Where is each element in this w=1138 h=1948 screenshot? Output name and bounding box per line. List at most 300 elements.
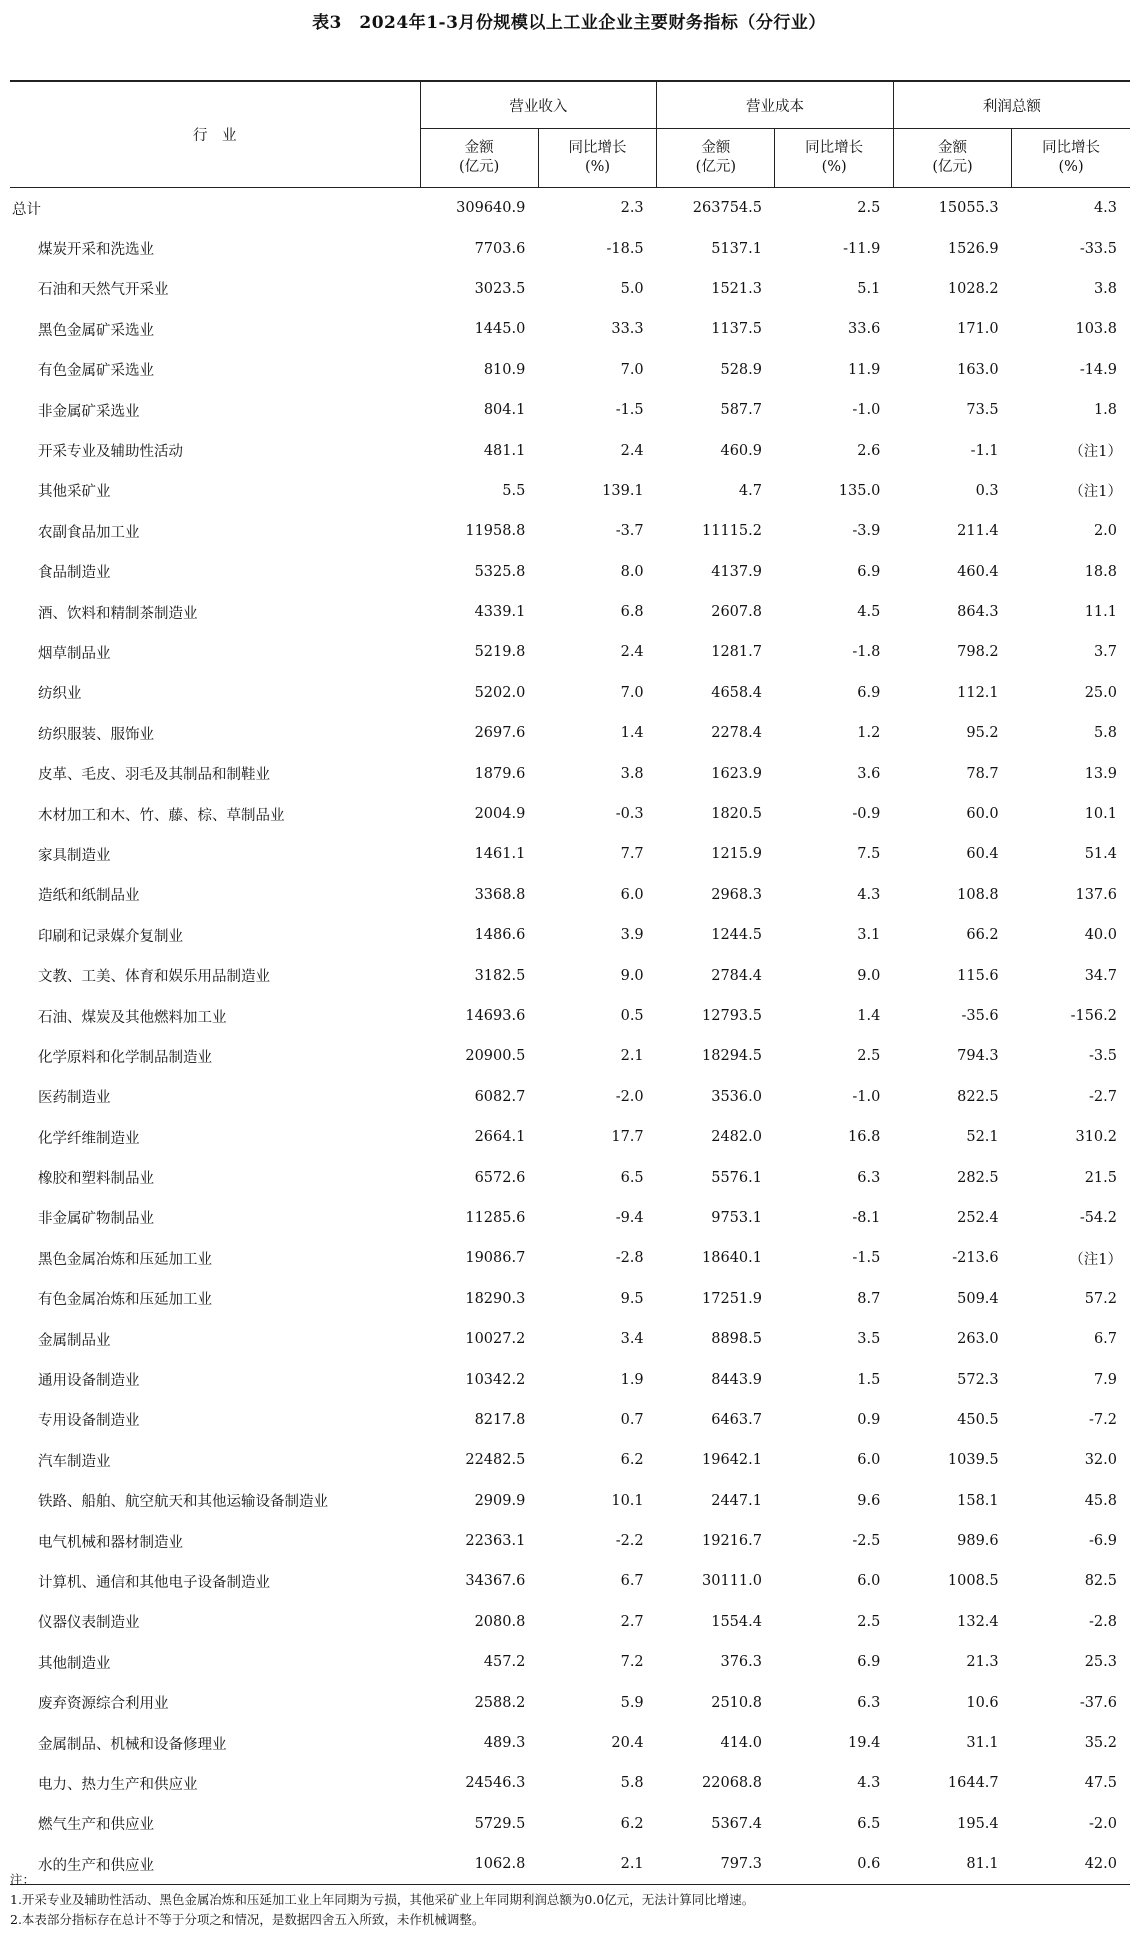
industry-name-cell: 汽车制造业 (38, 1453, 111, 1470)
cost-growth-cell: 4.3 (857, 1775, 881, 1792)
revenue-growth-cell: 5.8 (620, 1775, 644, 1792)
revenue-amount-cell: 5219.8 (474, 644, 526, 661)
industry-name-cell: 纺织服装、服饰业 (38, 726, 154, 743)
cost-growth-cell: -0.9 (852, 806, 881, 823)
revenue-growth-cell: 7.0 (620, 361, 644, 378)
cost-amount-cell: 2510.8 (711, 1694, 762, 1711)
revenue-growth-cell: 6.8 (620, 604, 644, 621)
table-row (10, 511, 1130, 551)
table-row (10, 915, 1130, 955)
cost-growth-cell: 6.5 (857, 1815, 881, 1832)
revenue-growth-cell: 8.0 (620, 563, 644, 580)
profit-growth-cell: 2.0 (1093, 523, 1117, 540)
table-row (10, 875, 1130, 915)
revenue-growth-cell: 5.9 (620, 1694, 644, 1711)
profit-amount-cell: 0.3 (975, 482, 999, 499)
revenue-growth-cell: 2.4 (620, 442, 644, 459)
revenue-growth-cell: 3.9 (620, 927, 644, 944)
profit-amount-cell: 572.3 (957, 1371, 999, 1388)
revenue-growth-cell: 1.4 (620, 725, 644, 742)
revenue-amount-cell: 1062.8 (420, 1844, 538, 1885)
cost-growth-cell: 4.5 (857, 604, 881, 621)
profit-growth-cell: -156.2 (1070, 1008, 1117, 1024)
profit-amount-cell: 158.1 (957, 1492, 999, 1509)
revenue-amount-cell: 6572.6 (474, 1169, 526, 1186)
profit-amount-cell: 81.1 (893, 1844, 1011, 1885)
revenue-growth-cell: 9.0 (620, 967, 644, 984)
table-title: 表3 2024年1-3月份规模以上工业企业主要财务指标（分行业） (312, 13, 826, 33)
cost-growth-cell: 8.7 (857, 1290, 881, 1307)
revenue-growth-cell: -1.5 (615, 402, 644, 419)
revenue-amount-cell: 18290.3 (465, 1290, 526, 1307)
industry-name-cell: 石油和天然气开采业 (38, 282, 169, 299)
industry-name-cell: 黑色金属矿采选业 (38, 322, 154, 339)
cost-growth-cell: 9.6 (857, 1492, 881, 1509)
industry-name-cell: 家具制造业 (38, 847, 111, 864)
profit-amount-cell: 60.4 (966, 846, 999, 863)
profit-amount-cell: 1526.9 (947, 240, 999, 257)
profit-growth-cell: -2.8 (1089, 1613, 1117, 1630)
profit-growth-cell: （注1） (1069, 484, 1122, 501)
profit-growth-cell: 32.0 (1084, 1452, 1117, 1469)
revenue-amount-cell: 2909.9 (474, 1492, 526, 1509)
profit-amount-cell: 171.0 (957, 321, 999, 338)
table-row (10, 430, 1130, 470)
profit-amount-cell: 95.2 (966, 725, 999, 742)
revenue-amount-cell: 2588.2 (474, 1694, 526, 1711)
cost-growth-cell: -1.0 (852, 402, 881, 419)
profit-amount-cell: 460.4 (957, 563, 999, 580)
profit-amount-cell: 21.3 (966, 1654, 999, 1671)
cost-amount-cell: 528.9 (720, 361, 762, 378)
cost-amount-cell: 12793.5 (702, 1008, 762, 1024)
industry-name-cell: 有色金属矿采选业 (38, 363, 154, 380)
cost-growth-cell: 6.0 (857, 1573, 881, 1590)
table-row (10, 1400, 1130, 1440)
revenue-growth-cell: 9.5 (620, 1290, 644, 1307)
cost-amount-cell: 4.7 (738, 482, 762, 499)
profit-growth-cell: 137.6 (1075, 886, 1117, 903)
revenue-amount-cell: 1461.1 (474, 846, 526, 863)
revenue-amount-cell: 4339.1 (474, 604, 526, 621)
industry-name-cell: 仪器仪表制造业 (38, 1615, 140, 1632)
profit-growth-cell: 21.5 (1084, 1169, 1117, 1186)
cost-growth-cell: 3.1 (857, 927, 881, 944)
revenue-growth-cell: 10.1 (611, 1492, 644, 1509)
profit-amount-cell: 15055.3 (938, 200, 999, 217)
cost-growth-cell: -1.5 (852, 1250, 881, 1267)
profit-growth-cell: 3.7 (1093, 644, 1117, 661)
cost-amount-cell: 5367.4 (711, 1815, 762, 1832)
profit-growth-cell: 25.0 (1084, 684, 1117, 701)
industry-name-cell: 通用设备制造业 (38, 1373, 140, 1390)
cost-amount-cell: 1281.7 (711, 644, 762, 661)
industry-name-cell: 其他制造业 (38, 1655, 111, 1672)
cost-growth-cell: 4.3 (857, 886, 881, 903)
cost-growth-cell: 0.6 (775, 1844, 893, 1885)
cost-amount-cell: 18640.1 (702, 1250, 762, 1267)
cost-growth-cell: 0.9 (857, 1411, 881, 1428)
table-row (10, 996, 1130, 1036)
revenue-growth-header: 同比增长 (%) (538, 129, 656, 188)
table-row (10, 632, 1130, 672)
profit-growth-cell: 35.2 (1084, 1735, 1117, 1752)
profit-growth-cell: 34.7 (1084, 967, 1117, 984)
profit-amount-cell: -35.6 (961, 1008, 999, 1024)
profit-amount-cell: 252.4 (957, 1209, 999, 1226)
revenue-growth-cell: -0.3 (615, 806, 644, 823)
table-row (10, 1440, 1130, 1480)
table-row (10, 1481, 1130, 1521)
industry-name-cell: 文教、工美、体育和娱乐用品制造业 (38, 969, 270, 986)
cost-growth-cell: 11.9 (848, 361, 881, 378)
profit-growth-cell: （注1） (1069, 444, 1122, 461)
profit-growth-cell: 5.8 (1093, 725, 1117, 742)
profit-amount-cell: 10.6 (966, 1694, 999, 1711)
revenue-amount-cell: 20900.5 (465, 1048, 526, 1065)
revenue-amount-cell: 1445.0 (474, 321, 526, 338)
profit-growth-cell: -7.2 (1089, 1411, 1117, 1428)
cost-growth-cell: -3.9 (852, 523, 881, 540)
table-row (10, 794, 1130, 834)
cost-growth-header: 同比增长 (%) (775, 129, 893, 188)
table-row (10, 1036, 1130, 1076)
industry-name-cell: 废弃资源综合利用业 (38, 1696, 169, 1713)
cost-growth-cell: 2.5 (857, 1613, 881, 1630)
revenue-growth-cell: 2.7 (620, 1613, 644, 1630)
profit-amount-cell: -213.6 (952, 1250, 999, 1267)
table-row (10, 1238, 1130, 1278)
cost-amount-cell: 2607.8 (711, 604, 762, 621)
cost-amount-cell: 4658.4 (711, 684, 762, 701)
revenue-amount-cell: 457.2 (483, 1654, 526, 1671)
revenue-amount-cell: 7703.6 (474, 240, 526, 257)
cost-amount-cell: 2278.4 (711, 725, 762, 742)
profit-amount-cell: 1028.2 (947, 280, 999, 297)
cost-amount-cell: 5137.1 (711, 240, 762, 257)
profit-growth-cell: 40.0 (1084, 927, 1117, 944)
profit-amount-cell: 112.1 (957, 684, 999, 701)
revenue-header: 营业收入 (420, 81, 657, 129)
cost-growth-cell: -1.8 (852, 644, 881, 661)
cost-amount-cell: 1215.9 (711, 846, 762, 863)
cost-growth-cell: -2.5 (852, 1533, 881, 1550)
profit-amount-cell: 132.4 (957, 1613, 999, 1630)
industry-name-cell: 纺织业 (38, 686, 82, 703)
profit-growth-cell: 25.3 (1084, 1654, 1117, 1671)
table-row (10, 552, 1130, 592)
profit-amount-cell: 66.2 (966, 927, 999, 944)
industry-name-cell: 食品制造业 (38, 565, 111, 582)
industry-name-cell: 化学纤维制造业 (38, 1130, 140, 1147)
cost-growth-cell: -1.0 (852, 1088, 881, 1105)
revenue-amount-header: 金额 (亿元) (420, 129, 538, 188)
industry-name-cell: 农副食品加工业 (38, 524, 140, 541)
industry-name-cell: 皮革、毛皮、羽毛及其制品和制鞋业 (38, 767, 270, 784)
profit-amount-cell: 1644.7 (947, 1775, 999, 1792)
table-row (10, 753, 1130, 793)
revenue-amount-cell: 6082.7 (474, 1088, 526, 1105)
revenue-growth-cell: 0.5 (620, 1008, 644, 1024)
revenue-amount-cell: 481.1 (483, 442, 526, 459)
profit-growth-cell: -6.9 (1089, 1533, 1117, 1550)
profit-amount-cell: 989.6 (957, 1533, 999, 1550)
revenue-growth-cell: 6.0 (620, 886, 644, 903)
profit-amount-cell: -1.1 (970, 442, 999, 459)
table-row (10, 269, 1130, 309)
cost-growth-cell: 6.9 (857, 563, 881, 580)
revenue-amount-cell: 2664.1 (474, 1129, 526, 1146)
profit-amount-cell: 450.5 (957, 1411, 999, 1428)
revenue-growth-cell: 6.7 (620, 1573, 644, 1590)
cost-amount-cell: 414.0 (720, 1735, 762, 1752)
cost-growth-cell: 19.4 (848, 1735, 881, 1752)
industry-name-cell: 电力、热力生产和供应业 (38, 1776, 198, 1793)
revenue-amount-cell: 34367.6 (465, 1573, 526, 1590)
table-row (10, 1521, 1130, 1561)
profit-growth-cell: 42.0 (1012, 1844, 1130, 1885)
revenue-growth-cell: -3.7 (615, 523, 644, 540)
profit-growth-cell: 47.5 (1084, 1775, 1117, 1792)
revenue-amount-cell: 2697.6 (474, 725, 526, 742)
revenue-growth-cell: 0.7 (620, 1411, 644, 1428)
profit-amount-cell: 163.0 (957, 361, 999, 378)
profit-growth-cell: -37.6 (1079, 1694, 1117, 1711)
cost-growth-cell: 6.9 (857, 684, 881, 701)
profit-growth-cell: 57.2 (1084, 1290, 1117, 1307)
revenue-growth-cell: 2.3 (620, 200, 644, 217)
cost-growth-cell: 1.5 (857, 1371, 881, 1388)
revenue-growth-cell: 7.7 (620, 846, 644, 863)
profit-growth-cell: 103.8 (1075, 321, 1117, 338)
cost-amount-cell: 1244.5 (711, 927, 762, 944)
profit-amount-cell: 108.8 (957, 886, 999, 903)
cost-header: 营业成本 (657, 81, 894, 129)
profit-amount-cell: 60.0 (966, 806, 999, 823)
revenue-growth-cell: 6.5 (620, 1169, 644, 1186)
industry-name-cell: 非金属矿采选业 (38, 403, 140, 420)
profit-growth-cell: -3.5 (1089, 1048, 1117, 1065)
revenue-growth-cell: 3.4 (620, 1331, 644, 1348)
revenue-amount-cell: 489.3 (483, 1735, 526, 1752)
industry-name-cell: 非金属矿物制品业 (38, 1211, 154, 1228)
profit-amount-cell: 78.7 (966, 765, 999, 782)
revenue-growth-cell: 3.8 (620, 765, 644, 782)
industry-name-cell: 其他采矿业 (38, 484, 111, 501)
industry-name-cell: 造纸和纸制品业 (38, 888, 140, 905)
table-row (10, 592, 1130, 632)
profit-amount-cell: 1039.5 (947, 1452, 999, 1469)
profit-amount-cell: 509.4 (957, 1290, 999, 1307)
cost-amount-cell: 1554.4 (711, 1613, 762, 1630)
profit-growth-cell: -2.0 (1089, 1815, 1117, 1832)
cost-growth-cell: -8.1 (852, 1209, 881, 1226)
cost-amount-cell: 22068.8 (702, 1775, 762, 1792)
profit-growth-header: 同比增长 (%) (1012, 129, 1130, 188)
table-row (10, 1157, 1130, 1197)
table-row (10, 188, 1130, 229)
table-row (10, 1359, 1130, 1399)
cost-amount-cell: 1521.3 (711, 280, 762, 297)
revenue-amount-cell: 1486.6 (474, 927, 526, 944)
revenue-growth-cell: 6.2 (620, 1815, 644, 1832)
table-row (10, 1642, 1130, 1682)
profit-growth-cell: 51.4 (1084, 846, 1117, 863)
table-row (10, 1763, 1130, 1803)
profit-amount-cell: 211.4 (957, 523, 999, 540)
profit-amount-header: 金额 (亿元) (893, 129, 1011, 188)
revenue-amount-cell: 10027.2 (465, 1331, 526, 1348)
industry-name-cell: 铁路、船舶、航空航天和其他运输设备制造业 (38, 1494, 328, 1511)
profit-amount-cell: 195.4 (957, 1815, 999, 1832)
revenue-growth-cell: -18.5 (606, 240, 644, 257)
cost-growth-cell: 135.0 (838, 482, 881, 499)
industry-name-cell: 计算机、通信和其他电子设备制造业 (38, 1574, 270, 1591)
revenue-growth-cell: 17.7 (611, 1129, 644, 1146)
table-row (10, 1319, 1130, 1359)
revenue-amount-cell: 11958.8 (465, 523, 526, 540)
table-row (10, 1198, 1130, 1238)
industry-name-cell: 燃气生产和供应业 (38, 1817, 154, 1834)
profit-amount-cell: 73.5 (966, 402, 999, 419)
cost-growth-cell: -11.9 (843, 240, 881, 257)
footnotes (10, 1870, 1130, 1930)
cost-amount-cell: 376.3 (720, 1654, 762, 1671)
cost-growth-cell: 7.5 (857, 846, 881, 863)
financial-indicators-table (10, 80, 1130, 1885)
cost-amount-cell: 2482.0 (711, 1129, 762, 1146)
revenue-growth-cell: -2.2 (615, 1533, 644, 1550)
profit-amount-cell: 31.1 (966, 1735, 999, 1752)
cost-amount-cell: 797.3 (657, 1844, 775, 1885)
table-row (10, 713, 1130, 753)
profit-growth-cell: （注1） (1069, 1251, 1122, 1268)
cost-amount-cell: 587.7 (720, 402, 762, 419)
table-row (10, 350, 1130, 390)
cost-growth-cell: 6.9 (857, 1654, 881, 1671)
industry-name-cell: 印刷和记录媒介复制业 (38, 928, 183, 945)
cost-growth-cell: 6.3 (857, 1169, 881, 1186)
cost-amount-cell: 8898.5 (711, 1331, 762, 1348)
cost-amount-cell: 30111.0 (702, 1573, 762, 1590)
profit-growth-cell: 6.7 (1093, 1331, 1117, 1348)
profit-amount-cell: 52.1 (966, 1129, 999, 1146)
table-row (10, 309, 1130, 349)
revenue-amount-cell: 5.5 (502, 482, 526, 499)
cost-amount-header: 金额 (亿元) (657, 129, 775, 188)
cost-amount-cell: 263754.5 (692, 200, 762, 217)
industry-name-cell: 金属制品、机械和设备修理业 (38, 1736, 227, 1753)
revenue-amount-cell: 2004.9 (474, 806, 526, 823)
table-row (10, 228, 1130, 268)
revenue-amount-cell: 309640.9 (456, 200, 526, 217)
cost-growth-cell: 2.6 (857, 442, 881, 459)
revenue-growth-cell: -2.8 (615, 1250, 644, 1267)
industry-name-cell: 医药制造业 (38, 1090, 111, 1107)
table-body (10, 188, 1130, 1885)
cost-amount-cell: 1623.9 (711, 765, 762, 782)
revenue-amount-cell: 10342.2 (465, 1371, 526, 1388)
cost-amount-cell: 17251.9 (702, 1290, 762, 1307)
cost-amount-cell: 5576.1 (711, 1169, 762, 1186)
profit-growth-cell: 3.8 (1093, 280, 1117, 297)
cost-growth-cell: 16.8 (848, 1129, 881, 1146)
cost-amount-cell: 8443.9 (711, 1371, 762, 1388)
revenue-amount-cell: 1879.6 (474, 765, 526, 782)
cost-amount-cell: 460.9 (720, 442, 762, 459)
cost-growth-cell: 5.1 (857, 280, 881, 297)
revenue-growth-cell: 139.1 (602, 482, 644, 499)
table-row (10, 1117, 1130, 1157)
table-row (10, 471, 1130, 511)
profit-growth-cell: -2.7 (1089, 1088, 1117, 1105)
table-row (10, 834, 1130, 874)
cost-amount-cell: 3536.0 (711, 1088, 762, 1105)
table-row (10, 1077, 1130, 1117)
revenue-amount-cell: 3368.8 (474, 886, 526, 903)
table-row (10, 1804, 1130, 1844)
cost-amount-cell: 6463.7 (711, 1411, 762, 1428)
profit-amount-cell: 115.6 (957, 967, 999, 984)
profit-growth-cell: 18.8 (1084, 563, 1117, 580)
revenue-amount-cell: 3182.5 (474, 967, 526, 984)
table-row (10, 673, 1130, 713)
industry-name-cell: 电气机械和器材制造业 (38, 1534, 183, 1551)
revenue-growth-cell: 2.4 (620, 644, 644, 661)
profit-amount-cell: 822.5 (957, 1088, 999, 1105)
cost-amount-cell: 2968.3 (711, 886, 762, 903)
profit-amount-cell: 798.2 (957, 644, 999, 661)
cost-amount-cell: 19216.7 (702, 1533, 762, 1550)
cost-growth-cell: 2.5 (857, 200, 881, 217)
revenue-amount-cell: 14693.6 (465, 1008, 526, 1024)
profit-growth-cell: 82.5 (1084, 1573, 1117, 1590)
cost-growth-cell: 9.0 (857, 967, 881, 984)
industry-name-cell: 烟草制品业 (38, 645, 111, 662)
revenue-growth-cell: 6.2 (620, 1452, 644, 1469)
revenue-amount-cell: 8217.8 (474, 1411, 526, 1428)
revenue-growth-cell: 5.0 (620, 280, 644, 297)
revenue-growth-cell: -2.0 (615, 1088, 644, 1105)
cost-amount-cell: 1137.5 (711, 321, 762, 338)
notes-label: 注： (10, 1872, 36, 1887)
revenue-amount-cell: 804.1 (483, 402, 526, 419)
profit-growth-cell: 1.8 (1093, 402, 1117, 419)
table-row (10, 390, 1130, 430)
revenue-growth-cell: 33.3 (611, 321, 644, 338)
revenue-amount-cell: 5729.5 (474, 1815, 526, 1832)
cost-amount-cell: 9753.1 (711, 1209, 762, 1226)
revenue-amount-cell: 22363.1 (465, 1533, 526, 1550)
revenue-amount-cell: 22482.5 (465, 1452, 526, 1469)
industry-name-cell: 开采专业及辅助性活动 (38, 444, 183, 461)
table-row (10, 1682, 1130, 1722)
revenue-growth-cell: 7.2 (620, 1654, 644, 1671)
industry-name-cell: 有色金属冶炼和压延加工业 (38, 1292, 212, 1309)
profit-amount-cell: 794.3 (957, 1048, 999, 1065)
profit-growth-cell: 4.3 (1093, 200, 1117, 217)
profit-growth-cell: 310.2 (1075, 1129, 1117, 1146)
cost-amount-cell: 2447.1 (711, 1492, 762, 1509)
industry-name-cell: 酒、饮料和精制茶制造业 (38, 605, 198, 622)
table-row (10, 1279, 1130, 1319)
revenue-amount-cell: 3023.5 (474, 280, 526, 297)
cost-growth-cell: 1.4 (857, 1008, 881, 1024)
cost-amount-cell: 19642.1 (702, 1452, 762, 1469)
cost-amount-cell: 18294.5 (702, 1048, 762, 1065)
table-row (10, 1723, 1130, 1763)
profit-growth-cell: -14.9 (1079, 361, 1117, 378)
